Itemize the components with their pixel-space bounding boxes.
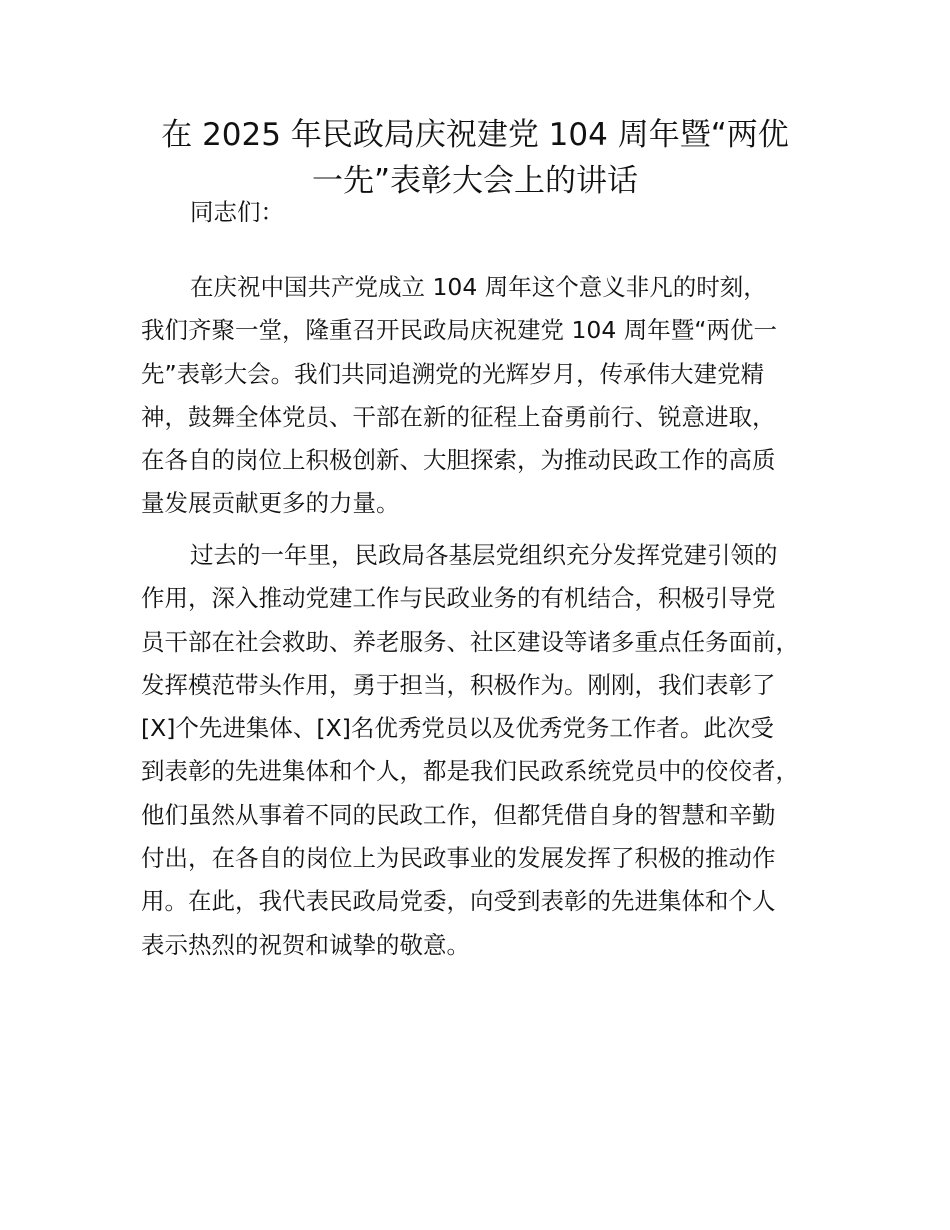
- paragraph-line: 他们虽然从事着不同的民政工作，但都凭借自身的智慧和辛勤: [141, 800, 776, 829]
- paragraph-line: 量发展贡献更多的力量。: [141, 489, 400, 518]
- paragraph-1: [141, 266, 841, 526]
- paragraph-line: 先”表彰大会。我们共同追溯党的光辉岁月，传承伟大建党精: [141, 359, 765, 388]
- paragraph-line: 神，鼓舞全体党员、干部在新的征程上奋勇前行、锐意进取，: [141, 402, 776, 431]
- paragraph-line: 到表彰的先进集体和个人，都是我们民政系统党员中的佼佼者，: [141, 757, 799, 786]
- paragraph-line: 我们齐聚一堂，隆重召开民政局庆祝建党 104 周年暨“两优一: [141, 316, 777, 345]
- paragraph-line: 员干部在社会救助、养老服务、社区建设等诸多重点任务面前，: [141, 627, 799, 656]
- paragraph-line: 在庆祝中国共产党成立 104 周年这个意义非凡的时刻，: [190, 273, 767, 301]
- paragraph-line: [X]个先进集体、[X]名优秀党员以及优秀党务工作者。此次受: [141, 714, 774, 743]
- paragraph-line: 在各自的岗位上积极创新、大胆探索，为推动民政工作的高质: [141, 446, 776, 475]
- salutation: 同志们：: [190, 198, 284, 226]
- paragraph-line: 表示热烈的祝贺和诚挚的敬意。: [141, 930, 470, 959]
- paragraph-line: 作用，深入推动党建工作与民政业务的有机结合，积极引导党: [141, 584, 776, 613]
- title-line: 一先”表彰大会上的讲话: [311, 163, 639, 199]
- paragraph-line: 发挥模范带头作用，勇于担当，积极作为。刚刚，我们表彰了: [141, 670, 776, 699]
- paragraph-line: 付出，在各自的岗位上为民政事业的发展发挥了积极的推动作: [141, 844, 776, 873]
- title-line: 在 2025 年民政局庆祝建党 104 周年暨“两优: [161, 117, 789, 153]
- paragraph-line: 用。在此，我代表民政局党委，向受到表彰的先进集体和个人: [141, 887, 776, 916]
- paragraph-line: 过去的一年里，民政局各基层党组织充分发挥党建引领的: [190, 541, 778, 569]
- paragraph-2: [141, 534, 841, 967]
